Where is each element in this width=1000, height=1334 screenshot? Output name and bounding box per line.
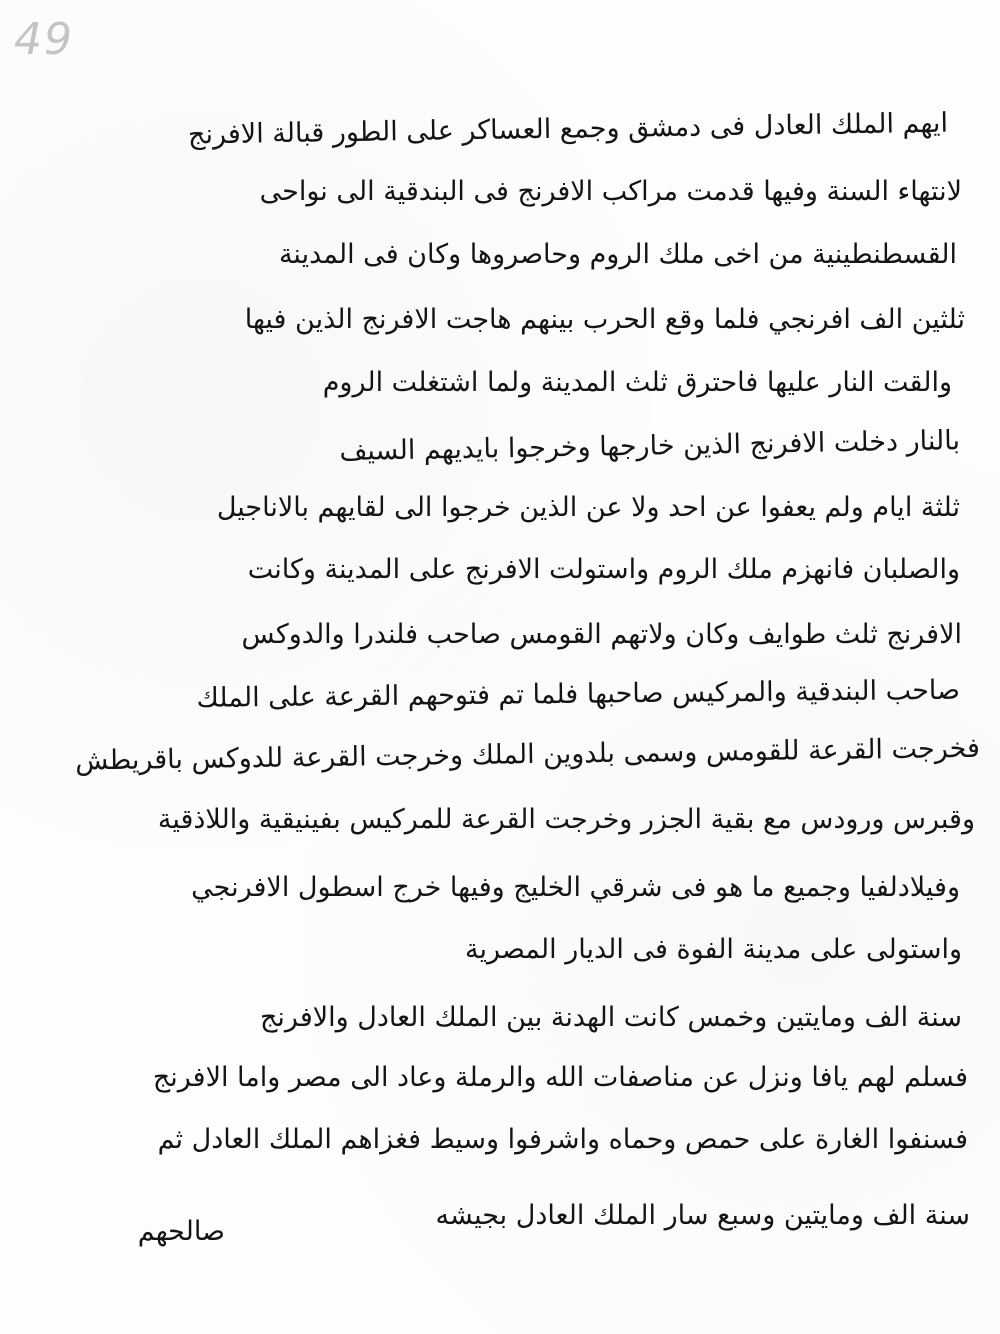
- text-line: الافرنج ثلث طوايف وكان ولاتهم القومس صاحب فلندرا والدوكس: [241, 619, 962, 650]
- text-line: ثلثة ايام ولم يعفوا عن احد ولا عن الذين خرجوا الى لقايهم بالاناجيل: [216, 492, 960, 523]
- text-line: ثلثين الف افرنجي فلما وقع الحرب بينهم هاجت الافرنج الذين فيها: [244, 304, 965, 335]
- catchword: صالحهم: [137, 1216, 225, 1247]
- text-line: القسطنطينية من اخى ملك الروم وحاصروها وكان فى المدينة: [278, 239, 957, 270]
- text-line: سنة الف ومايتين وسبع سار الملك العادل بجيشه: [435, 1200, 970, 1231]
- folio-number: 49: [14, 14, 74, 65]
- text-line: سنة الف ومايتين وخمس كانت الهدنة بين الملك العادل والافرنج: [259, 1002, 962, 1033]
- text-line: والقت النار عليها فاحترق ثلث المدينة ولما اشتغلت الروم: [322, 367, 952, 398]
- text-line: فسنفوا الغارة على حمص وحماه واشرفوا وسيط فغزاهم الملك العادل ثم: [157, 1124, 968, 1155]
- text-line: صاحب البندقية والمركيس صاحبها فلما تم فتوحهم القرعة على الملك: [196, 674, 961, 714]
- text-line: والصلبان فانهزم ملك الروم واستولت الافرنج على المدينة وكانت: [247, 554, 960, 585]
- text-line: بالنار دخلت الافرنج الذين خارجها وخرجوا بايديهم السيف: [339, 425, 961, 468]
- text-line: ايهم الملك العادل فى دمشق وجمع العساكر على الطور قبالة الافرنج: [187, 107, 949, 151]
- text-line: وفيلادلفيا وجميع ما هو فى شرقي الخليج وفيها خرج اسطول الافرنجي: [191, 872, 960, 903]
- text-line: وقبرس ورودس مع بقية الجزر وخرجت القرعة للمركيس بفينيقية واللاذقية: [157, 804, 975, 835]
- text-line: فسلم لهم يافا ونزل عن مناصفات الله والرملة وعاد الى مصر واما الافرنج: [152, 1062, 968, 1093]
- text-line: لانتهاء السنة وفيها قدمت مراكب الافرنج فى البندقية الى نواحى: [259, 176, 962, 207]
- text-line: فخرجت القرعة للقومس وسمى بلدوين الملك وخرجت القرعة للدوكس باقريطش: [75, 732, 981, 777]
- text-line: واستولى على مدينة الفوة فى الديار المصرية: [464, 934, 962, 965]
